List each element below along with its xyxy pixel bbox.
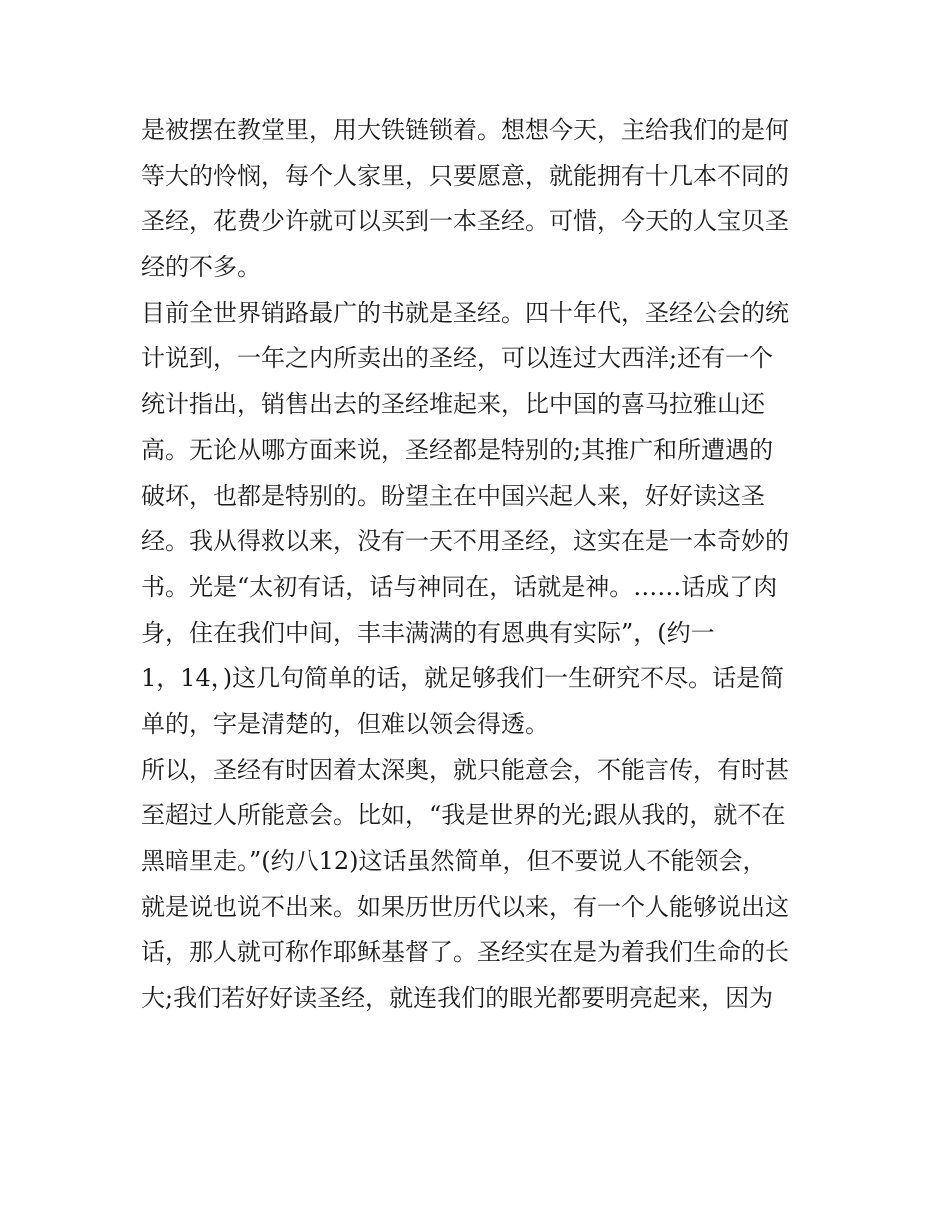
text-line: 目前全世界销路最广的书就是圣经。四十年代，圣经公会的统 [141, 298, 789, 327]
text-line: 等大的怜悯，每个人家里，只要愿意，就能拥有十几本不同的 [141, 161, 789, 190]
text-line: 话，那人就可称作耶稣基督了。圣经实在是为着我们生命的长 [141, 938, 789, 967]
text-line: 圣经，花费少许就可以买到一本圣经。可惜，今天的人宝贝圣 [141, 207, 789, 236]
text-line: 身，住在我们中间，丰丰满满的有恩典有实际”，(约一 [141, 618, 715, 647]
body-text [141, 108, 821, 1022]
text-line: 1，14，)这几句简单的话，就足够我们一生研究不尽。话是简 [141, 664, 785, 693]
text-line: 高。无论从哪方面来说，圣经都是特别的;其推广和所遭遇的 [141, 435, 774, 464]
text-line: 单的，字是清楚的，但难以领会得透。 [141, 709, 549, 738]
text-line: 经的不多。 [141, 253, 261, 282]
text-line: 经。我从得救以来，没有一天不用圣经，这实在是一本奇妙的 [141, 527, 789, 556]
text-line: 统计指出，销售出去的圣经堆起来，比中国的喜马拉雅山还 [141, 390, 765, 419]
text-line: 是被摆在教堂里，用大铁链锁着。想想今天，主给我们的是何 [141, 116, 789, 144]
text-line: 所以，圣经有时因着太深奥，就只能意会，不能言传，有时甚 [141, 755, 789, 784]
text-line: 破坏，也都是特别的。盼望主在中国兴起人来，好好读这圣 [141, 481, 765, 510]
text-line: 就是说也说不出来。如果历世历代以来，有一个人能够说出这 [141, 892, 789, 921]
text-line: 至超过人所能意会。比如，“我是世界的光;跟从我的，就不在 [141, 801, 786, 830]
text-line: 计说到，一年之内所卖出的圣经，可以连过大西洋;还有一个 [141, 344, 774, 373]
text-line: 大;我们若好好读圣经，就连我们的眼光都要明亮起来，因为 [141, 984, 774, 1013]
text-line: 黑暗里走。”(约八12)这话虽然简单，但不要说人不能领会， [141, 847, 767, 875]
text-line: 书。光是“太初有话，话与神同在，话就是神。……话成了肉 [141, 572, 778, 601]
